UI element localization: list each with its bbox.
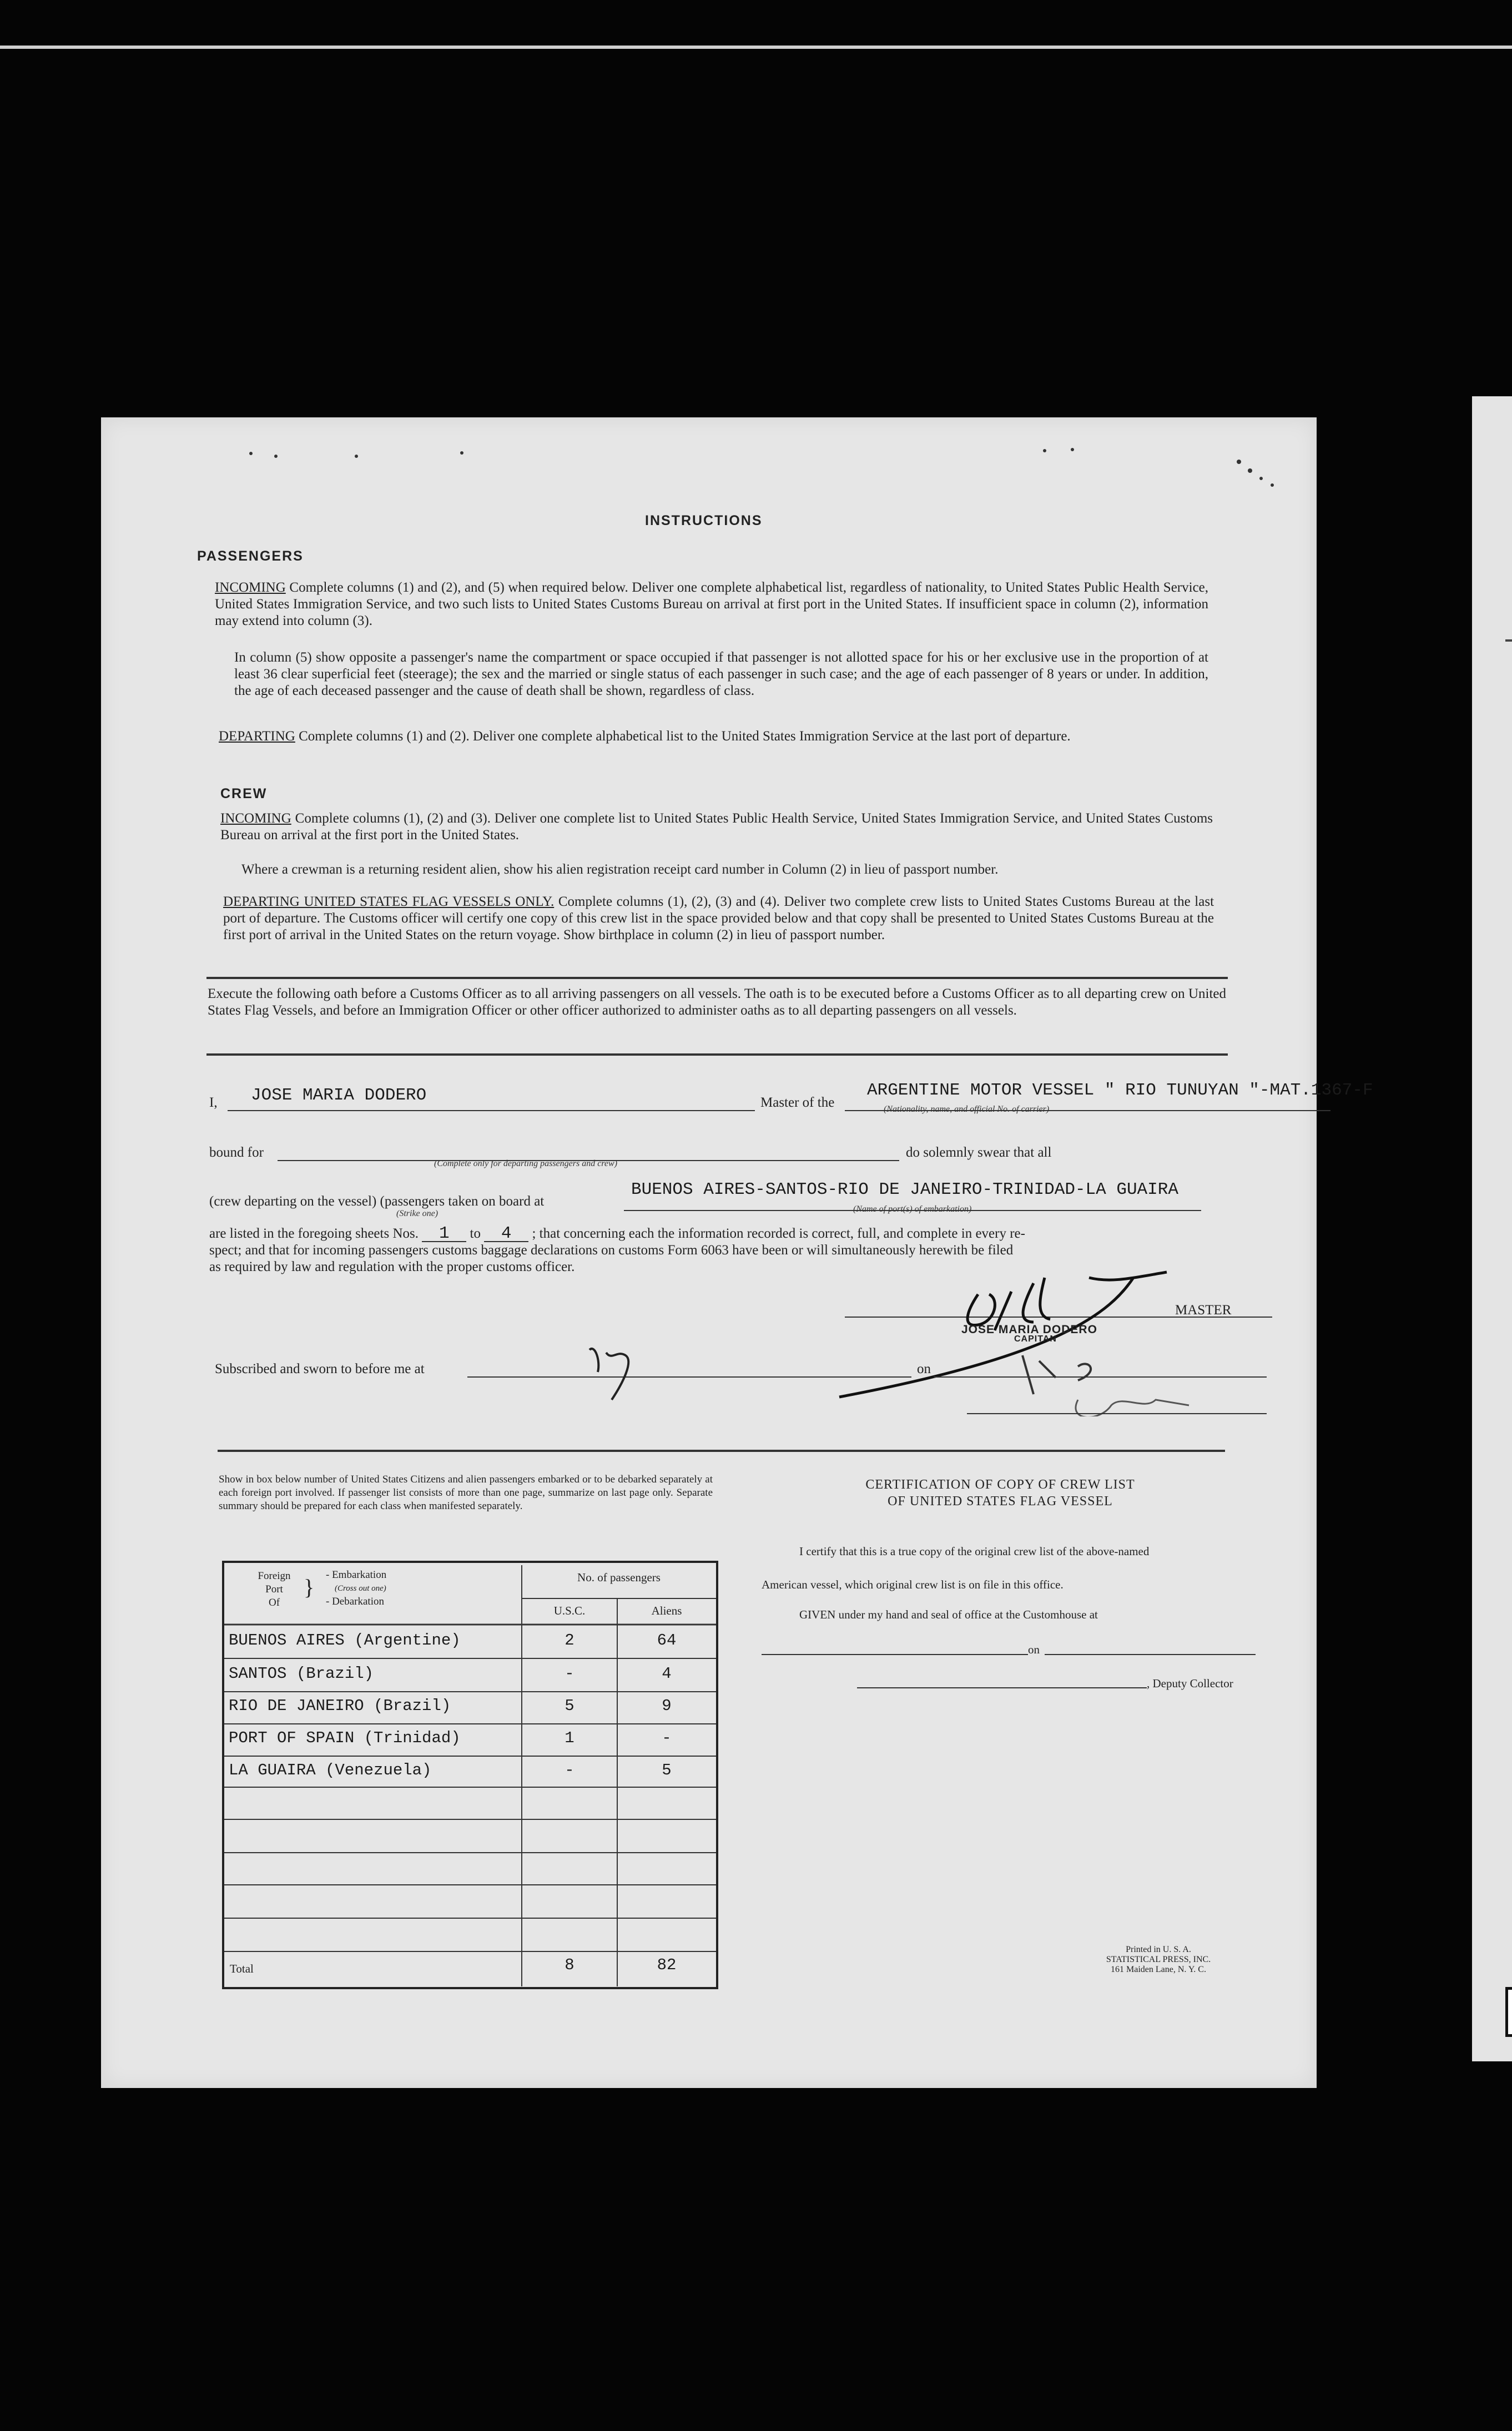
deputy-label: , Deputy Collector <box>1147 1677 1233 1690</box>
port-label: Port <box>265 1583 283 1595</box>
oath-intro: Execute the following oath before a Customs Officer as to all arriving passengers on all vessels. The oath is to be executed before a Customs Officer as to all departing crew on United States Flag Vessels, and before an Immigration Officer or other officer authorized to administer oaths as to all departing passengers on all vessels. <box>208 986 1226 1018</box>
cert-line-1: I certify that this is a true copy of the original crew list of the above-named <box>799 1545 1150 1558</box>
master-of-label: Master of the <box>760 1095 835 1110</box>
subscribed-place-line <box>467 1360 911 1378</box>
row-5-aliens: 5 <box>662 1761 672 1779</box>
adjacent-page-edge <box>1472 396 1512 2061</box>
crew-departing-label: (crew departing on the vessel) (passengers taken on board at <box>209 1194 545 1209</box>
incoming-label: INCOMING <box>215 580 286 595</box>
foreign-port-header <box>246 1570 302 1610</box>
cert-title-2: OF UNITED STATES FLAG VESSEL <box>888 1494 1113 1509</box>
subscribed-on-label: on <box>917 1361 931 1376</box>
oath-i-label: I, <box>209 1095 218 1110</box>
column5-paragraph: In column (5) show opposite a passenger's name the compartment or space occupied if that passenger is not allotted space for his or her exclusive use in the proportion of at least 36 clear superficial feet (steerage); the sex and the married or single status of each passenger in such case; and the age of each passenger of 8 years or under. In addition, the age of each deceased passenger and the cause of death shall be shown, regardless of class. <box>234 650 1208 698</box>
cert-line-2: American vessel, which original crew list is on file in this office. <box>762 1578 1064 1591</box>
subscribed-date-line <box>934 1360 1267 1378</box>
sheet-to: 4 <box>484 1227 528 1242</box>
cert-title-1: CERTIFICATION OF COPY OF CREW LIST <box>865 1477 1135 1492</box>
total-usc: 8 <box>565 1956 574 1974</box>
departing-us-text: Complete columns (1), (2), (3) and (4). Deliver two complete crew lists to United States Customs Bureau at the last port of departure. The Customs officer will certify one copy of this crew list in the space provided below and that copy shall be presented to United States Customs Bureau at the first port of arrival in the United States on the return voyage. Show birthplace in column (2) in lieu of passport number. <box>223 894 1214 942</box>
subscribed-label: Subscribed and sworn to before me at <box>215 1361 425 1376</box>
crew-incoming-label: INCOMING <box>220 811 291 826</box>
row-5-usc: - <box>565 1761 574 1779</box>
departing-us-label: DEPARTING UNITED STATES FLAG VESSELS ONLY. <box>223 894 555 909</box>
sheets-label: are listed in the foregoing sheets Nos. <box>209 1226 419 1241</box>
stamp-name: JOSE MARIA DODERO <box>961 1323 1097 1336</box>
strike-caption: (Strike one) <box>396 1209 439 1218</box>
embark-debark-header <box>326 1568 386 1608</box>
sheets-line <box>209 1225 1025 1242</box>
row-3-aliens: 9 <box>662 1697 672 1715</box>
row-3-port: RIO DE JANEIRO (Brazil) <box>229 1697 451 1715</box>
officer-initials <box>573 1328 662 1405</box>
certification-title <box>834 1476 1167 1510</box>
summary-note: Show in box below number of United States Citizens and alien passengers embarked or to be debarked separately at each foreign port involved. If passenger list consists of more than one page, summarize on last page only. Separate summary should be prepared for each class when manifested separately. <box>219 1474 713 1512</box>
embarkation-label: - Embarkation <box>326 1569 387 1581</box>
crew-incoming-text: Complete columns (1), (2) and (3). Deliver one complete list to United States Public Health Service, United States Immigration Service, and United States Customs Bureau on arrival at the first port in the United States. <box>220 811 1213 843</box>
departing-label: DEPARTING <box>219 729 295 744</box>
officer-signature-line <box>967 1410 1267 1414</box>
divider-3 <box>218 1450 1225 1452</box>
cert-date-line <box>1045 1643 1256 1655</box>
cert-line-3: GIVEN under my hand and seal of office at the Customhouse at <box>799 1608 1098 1621</box>
passengers-heading: PASSENGERS <box>197 548 304 564</box>
divider-2 <box>206 1053 1228 1056</box>
total-aliens: 82 <box>657 1956 677 1974</box>
usc-header: U.S.C. <box>553 1604 586 1617</box>
debarkation-label: - Debarkation <box>326 1596 384 1607</box>
row-3-usc: 5 <box>565 1697 574 1715</box>
total-label: Total <box>230 1962 254 1975</box>
crew-heading: CREW <box>220 786 268 801</box>
incoming-paragraph <box>215 579 1208 629</box>
ports-caption: (Name of port(s) of embarkation) <box>853 1204 972 1214</box>
certify-text-2: spect; and that for incoming passengers customs baggage declarations on customs Form 6063 have been or will simultaneously herewith be filed <box>209 1243 1014 1258</box>
row-1-aliens: 64 <box>657 1631 677 1650</box>
swear-label: do solemnly swear that all <box>906 1145 1052 1160</box>
printer-imprint <box>1067 1945 1250 1975</box>
printer-line-1: Printed in U. S. A. <box>1126 1945 1191 1954</box>
adjacent-page-box <box>1505 1987 1512 2037</box>
scan-specks <box>101 417 1317 528</box>
master-label: MASTER <box>1175 1303 1232 1318</box>
no-passengers-header: No. of passengers <box>577 1571 661 1584</box>
crewman-paragraph: Where a crewman is a returning resident alien, show his alien registration receipt card number in Column (2) in lieu of passport number. <box>241 862 999 877</box>
of-label: Of <box>268 1597 280 1608</box>
incoming-text: Complete columns (1) and (2), and (5) when required below. Deliver one complete alphabetical list, regardless of nationality, to United States Public Health Service, United States Immigration Service, and two such lists to United States Customs Bureau on arrival at first port in the United States. If insufficient space in column (2), information may extend into column (3). <box>215 580 1209 628</box>
aliens-header: Aliens <box>651 1604 682 1617</box>
departing-text: Complete columns (1) and (2). Deliver one complete alphabetical list to the United States Immigration Service at the last port of departure. <box>299 729 1071 744</box>
instructions-title: INSTRUCTIONS <box>645 513 763 528</box>
stamp-title: CAPITAN <box>1014 1334 1057 1344</box>
bound-for-line <box>278 1142 899 1161</box>
row-1-port: BUENOS AIRES (Argentine) <box>229 1631 461 1650</box>
to-label: to <box>470 1226 481 1241</box>
row-4-port: PORT OF SPAIN (Trinidad) <box>229 1729 461 1747</box>
bound-for-label: bound for <box>209 1145 264 1160</box>
row-5-port: LA GUAIRA (Venezuela) <box>229 1761 432 1779</box>
sheet-from: 1 <box>422 1227 466 1242</box>
top-border-line <box>0 46 1512 49</box>
crew-incoming-paragraph <box>220 810 1213 844</box>
certify-text-1: ; that concerning each the information recorded is correct, full, and complete in every re- <box>532 1226 1025 1241</box>
divider-1 <box>206 977 1228 979</box>
vessel-name: ARGENTINE MOTOR VESSEL " RIO TUNUYAN "-MAT.1367-F <box>867 1081 1373 1100</box>
row-4-aliens: - <box>662 1729 672 1747</box>
ports-embarkation: BUENOS AIRES-SANTOS-RIO DE JANEIRO-TRINIDAD-LA GUAIRA <box>631 1180 1178 1199</box>
vessel-caption: (Nationality, name, and official No. of carrier) <box>884 1104 1050 1114</box>
row-4-usc: 1 <box>565 1729 574 1747</box>
deputy-line <box>857 1676 1147 1688</box>
departing-us-paragraph <box>223 894 1214 944</box>
departing-paragraph <box>219 728 1208 745</box>
row-1-usc: 2 <box>565 1631 574 1650</box>
printer-line-3: 161 Maiden Lane, N. Y. C. <box>1111 1965 1206 1974</box>
adjacent-page-mark <box>1505 639 1512 642</box>
cert-on-label: on <box>1028 1643 1040 1656</box>
master-name: JOSE MARIA DODERO <box>251 1086 427 1105</box>
certify-text-3: as required by law and regulation with the proper customs officer. <box>209 1259 575 1274</box>
cross-out-label: (Cross out one) <box>335 1584 386 1593</box>
row-2-port: SANTOS (Brazil) <box>229 1665 374 1683</box>
bound-caption: (Complete only for departing passengers and crew) <box>434 1159 618 1168</box>
brace: } <box>304 1575 315 1600</box>
row-2-aliens: 4 <box>662 1665 672 1683</box>
document-page <box>101 417 1373 2088</box>
foreign-label: Foreign <box>258 1570 291 1582</box>
printer-line-2: STATISTICAL PRESS, INC. <box>1106 1955 1211 1964</box>
cert-place-line <box>762 1643 1028 1655</box>
row-2-usc: - <box>565 1665 574 1683</box>
